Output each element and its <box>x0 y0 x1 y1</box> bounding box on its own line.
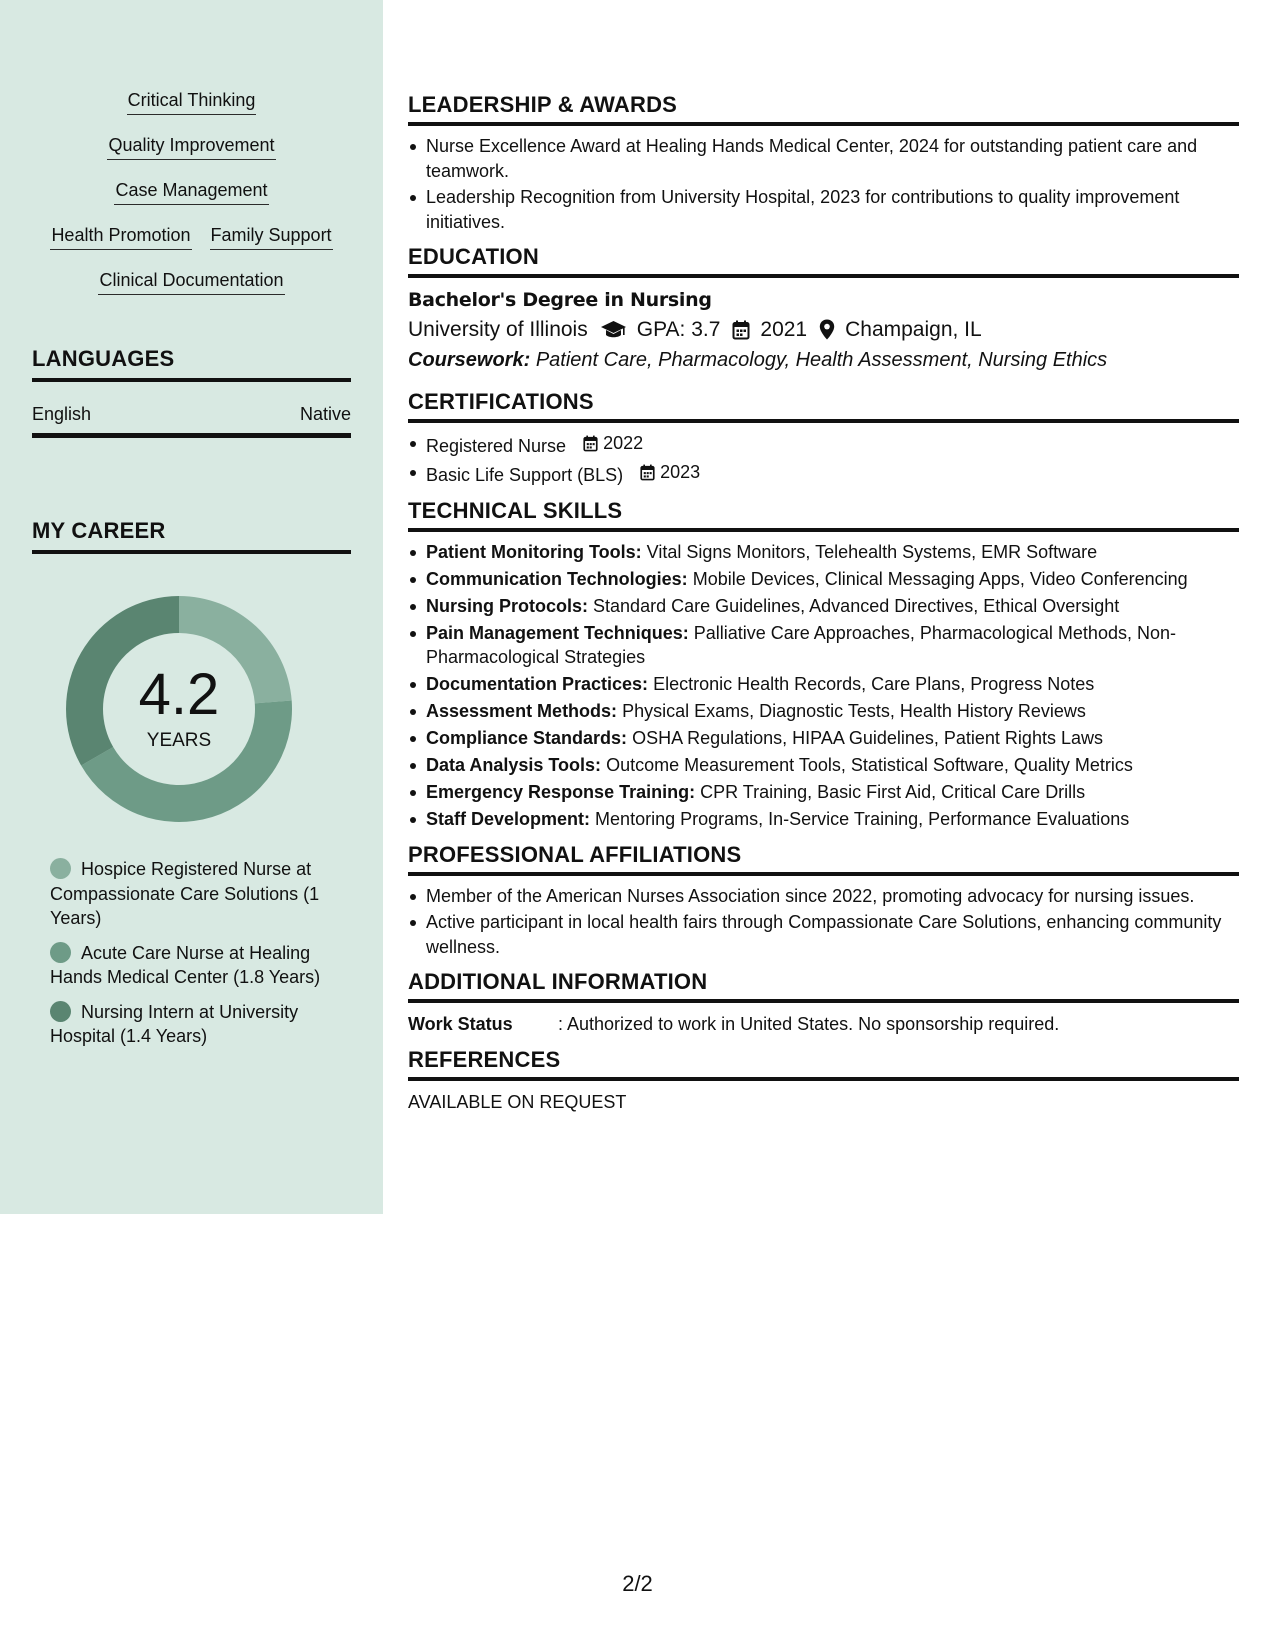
list-item <box>408 726 1239 751</box>
list-item <box>408 460 1239 487</box>
donut-center <box>66 596 292 822</box>
skill-label: Data Analysis Tools: <box>426 755 602 775</box>
skill-row <box>0 178 383 223</box>
skill-tag: Clinical Documentation <box>98 268 284 295</box>
sidebar <box>0 0 383 1214</box>
page-number: 2/2 <box>622 1571 653 1596</box>
additional-info-section <box>408 969 1239 1037</box>
career-heading: MY CAREER <box>32 518 351 554</box>
career-total-years: 4.2 <box>138 662 220 727</box>
technical-skills-list <box>408 540 1239 832</box>
school-name: University of Illinois <box>408 318 588 341</box>
additional-info-heading: ADDITIONAL INFORMATION <box>408 969 1239 1003</box>
list-item <box>408 753 1239 778</box>
list-item <box>408 594 1239 619</box>
list-item <box>408 807 1239 832</box>
list-item: Leadership Recognition from University Hospital, 2023 for contributions to quality improvement initiatives. <box>408 185 1239 234</box>
career-item <box>50 857 330 931</box>
references-heading: REFERENCES <box>408 1047 1239 1081</box>
graduation-year: 2021 <box>760 318 808 341</box>
skill-label: Assessment Methods: <box>426 701 618 721</box>
references-text: AVAILABLE ON REQUEST <box>408 1092 627 1112</box>
languages-heading: LANGUAGES <box>32 346 351 382</box>
skill-text: Standard Care Guidelines, Advanced Directives, Ethical Oversight <box>593 595 1120 616</box>
list-item: Active participant in local health fairs through Compassionate Care Solutions, enhancing community wellness. <box>408 910 1239 959</box>
list-item <box>408 431 1239 458</box>
certifications-list <box>408 431 1239 488</box>
degree-title: Bachelor's Degree in Nursing <box>408 289 712 311</box>
career-years-unit: YEARS <box>146 730 212 751</box>
leadership-section <box>408 92 1239 234</box>
work-status-row <box>408 1011 1239 1037</box>
skill-text: Mobile Devices, Clinical Messaging Apps, Video Conferencing <box>692 568 1188 589</box>
skill-text: Electronic Health Records, Care Plans, Progress Notes <box>653 674 1095 694</box>
references-section <box>408 1047 1239 1115</box>
calendar-icon <box>583 435 598 452</box>
skill-tag: Quality Improvement <box>107 133 275 160</box>
skill-text: Physical Exams, Diagnostic Tests, Health History Reviews <box>622 701 1086 721</box>
career-dot <box>50 942 71 963</box>
skill-label: Communication Technologies: <box>426 568 688 589</box>
list-item <box>408 567 1239 592</box>
language-level: Native <box>299 404 351 424</box>
cert-date <box>640 460 700 485</box>
coursework-text: Patient Care, Pharmacology, Health Assessment, Nursing Ethics <box>535 349 1108 371</box>
cert-name: Registered Nurse <box>426 435 567 456</box>
cert-date <box>583 431 643 456</box>
list-item <box>408 780 1239 805</box>
calendar-icon <box>640 464 655 481</box>
skill-text: Palliative Care Approaches, Pharmacological Methods, Non-Pharmacological Strategies <box>426 622 1176 667</box>
skills-list <box>0 88 383 313</box>
certifications-section <box>408 389 1239 488</box>
skill-text: OSHA Regulations, HIPAA Guidelines, Patient Rights Laws <box>632 728 1103 748</box>
skill-row <box>0 133 383 178</box>
skill-tag: Family Support <box>210 223 333 250</box>
career-list <box>50 857 330 1059</box>
list-item: Nurse Excellence Award at Healing Hands Medical Center, 2024 for outstanding patient care and teamwork. <box>408 134 1239 183</box>
skill-label: Emergency Response Training: <box>426 782 696 802</box>
skill-tag: Critical Thinking <box>127 88 257 115</box>
affiliations-list <box>408 884 1239 960</box>
career-donut-chart <box>66 596 292 822</box>
affiliations-heading: PROFESSIONAL AFFILIATIONS <box>408 842 1239 876</box>
language-row <box>32 401 351 438</box>
list-item <box>408 699 1239 724</box>
leadership-heading: LEADERSHIP & AWARDS <box>408 92 1239 126</box>
technical-skills-section <box>408 498 1239 832</box>
skill-row <box>0 223 383 268</box>
gpa: GPA: 3.7 <box>636 318 721 341</box>
education-details <box>408 314 1239 345</box>
skill-text: CPR Training, Basic First Aid, Critical Care Drills <box>700 782 1086 802</box>
skill-label: Compliance Standards: <box>426 728 628 748</box>
education-location: Champaign, IL <box>845 318 982 341</box>
coursework-label: Coursework: <box>408 349 531 371</box>
career-dot <box>50 1001 71 1022</box>
calendar-icon <box>732 320 750 340</box>
career-dot <box>50 858 71 879</box>
list-item <box>408 672 1239 697</box>
skill-label: Patient Monitoring Tools: <box>426 541 642 562</box>
skill-label: Staff Development: <box>426 809 591 829</box>
skill-row <box>0 268 383 313</box>
skill-label: Pain Management Techniques: <box>426 622 689 643</box>
education-section <box>408 244 1239 375</box>
work-status-value: : Authorized to work in United States. No sponsorship required. <box>558 1014 1060 1034</box>
map-pin-icon <box>819 319 835 340</box>
skill-text: Mentoring Programs, In-Service Training, Performance Evaluations <box>595 809 1130 829</box>
leadership-list <box>408 134 1239 234</box>
skill-text: Outcome Measurement Tools, Statistical Software, Quality Metrics <box>606 755 1133 775</box>
affiliations-section <box>408 842 1239 960</box>
skill-text: Vital Signs Monitors, Telehealth Systems, EMR Software <box>646 541 1098 562</box>
education-heading: EDUCATION <box>408 244 1239 278</box>
list-item <box>408 540 1239 565</box>
language-name: English <box>32 404 92 424</box>
cert-year: 2022 <box>603 433 644 453</box>
work-status-label: Work Status <box>408 1014 513 1034</box>
certifications-heading: CERTIFICATIONS <box>408 389 1239 423</box>
career-item <box>50 941 330 990</box>
graduation-cap-icon <box>600 320 627 340</box>
skill-row <box>0 88 383 133</box>
skill-tag: Case Management <box>114 178 268 205</box>
cert-name: Basic Life Support (BLS) <box>426 465 624 485</box>
skill-label: Nursing Protocols: <box>426 595 589 616</box>
career-item <box>50 1000 330 1049</box>
career-item-text: Acute Care Nurse at Healing Hands Medical Center (1.8 Years) <box>50 942 321 987</box>
cert-year: 2023 <box>660 462 701 483</box>
career-item-text: Hospice Registered Nurse at Compassionate Care Solutions (1 Years) <box>50 859 320 928</box>
career-item-text: Nursing Intern at University Hospital (1.4 Years) <box>50 1001 299 1046</box>
main-column <box>408 92 1239 1125</box>
skill-tag: Health Promotion <box>50 223 191 250</box>
technical-skills-heading: TECHNICAL SKILLS <box>408 498 1239 532</box>
coursework <box>408 345 1239 375</box>
list-item: Member of the American Nurses Association since 2022, promoting advocacy for nursing issues. <box>408 884 1239 909</box>
skill-label: Documentation Practices: <box>426 674 649 694</box>
list-item <box>408 621 1239 670</box>
